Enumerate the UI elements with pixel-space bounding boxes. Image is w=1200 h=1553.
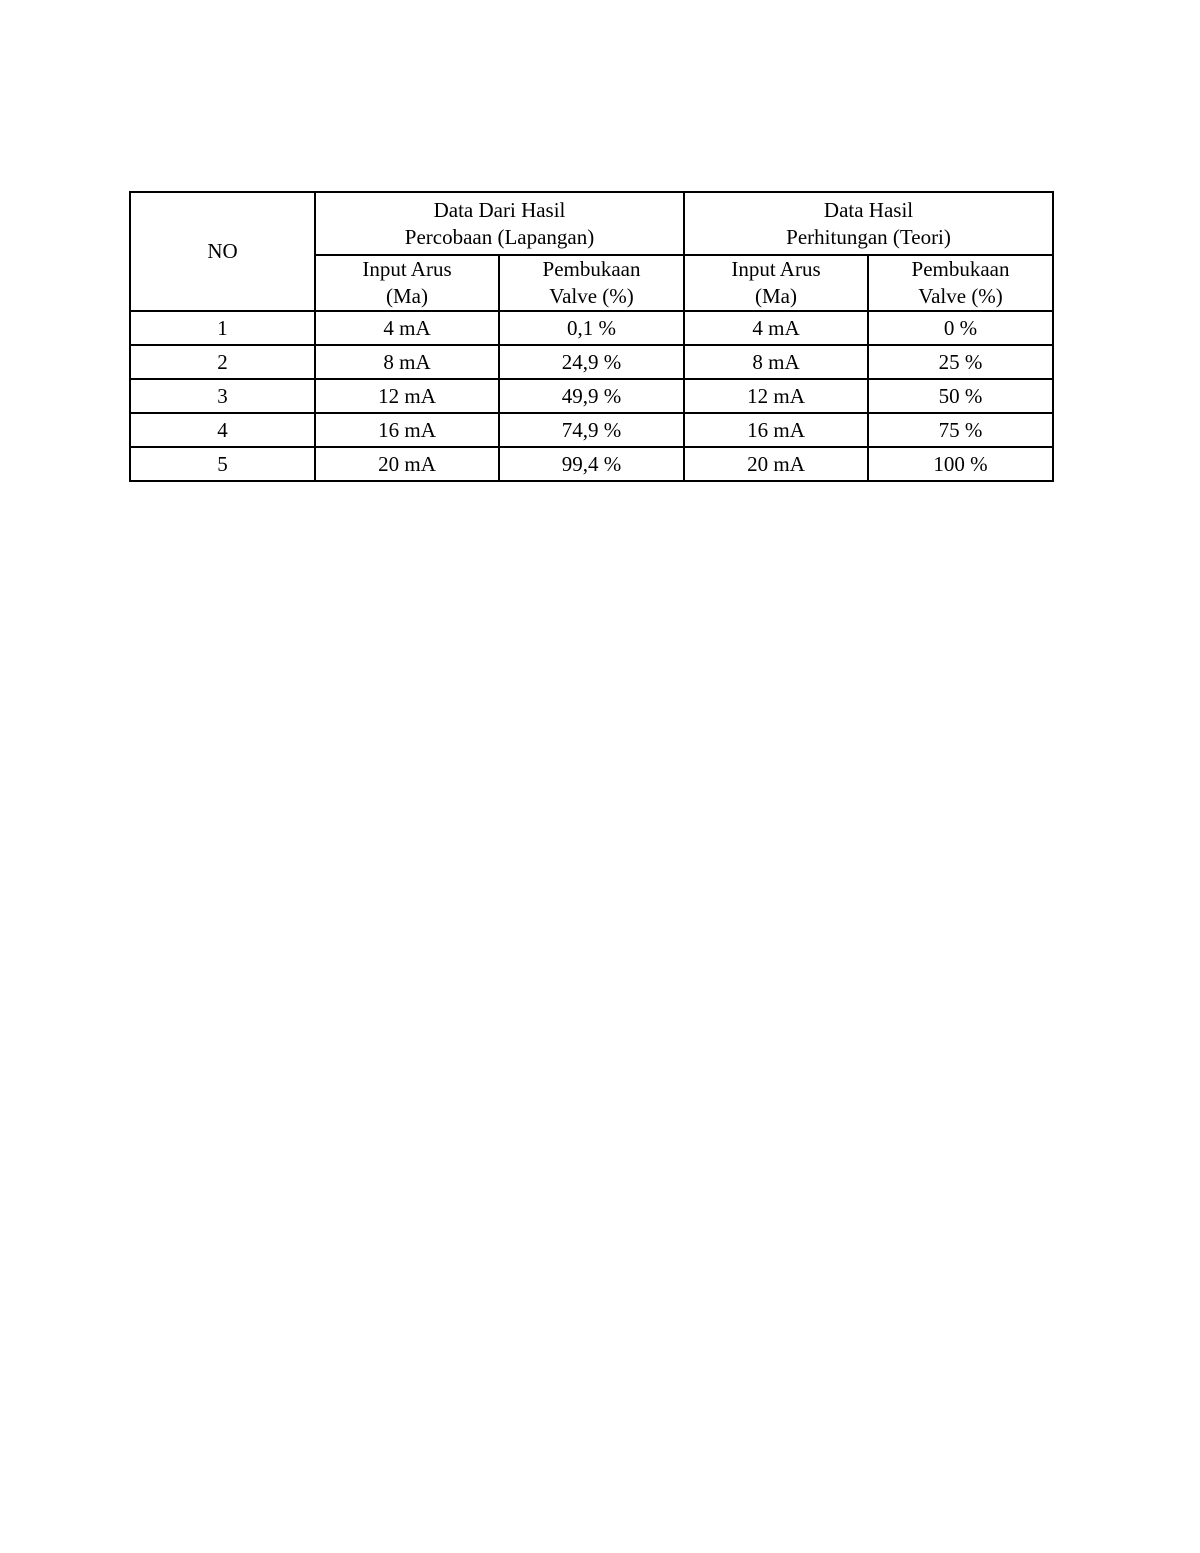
- cell-pembukaan-lapangan: 99,4 %: [499, 447, 684, 481]
- cell-input-arus-lapangan: 12 mA: [315, 379, 499, 413]
- cell-pembukaan-teori: 0 %: [868, 311, 1053, 345]
- subheader-line: Input Arus: [731, 257, 821, 281]
- cell-pembukaan-lapangan: 74,9 %: [499, 413, 684, 447]
- group-header-percobaan: [315, 192, 684, 255]
- group-header-line: Percobaan (Lapangan): [404, 224, 595, 249]
- table-group-header-row: [130, 192, 1053, 255]
- table-row: [130, 379, 1053, 413]
- table-row: [130, 345, 1053, 379]
- group-header-line: Data Hasil: [823, 197, 914, 222]
- cell-no: 1: [130, 311, 315, 345]
- table-row: [130, 311, 1053, 345]
- subheader-input-arus: [315, 255, 499, 311]
- cell-input-arus-lapangan: 4 mA: [315, 311, 499, 345]
- cell-no: 3: [130, 379, 315, 413]
- cell-input-arus-teori: 12 mA: [684, 379, 868, 413]
- subheader-input-arus: [684, 255, 868, 311]
- cell-pembukaan-teori: 100 %: [868, 447, 1053, 481]
- cell-input-arus-teori: 16 mA: [684, 413, 868, 447]
- subheader-line: Input Arus: [362, 257, 452, 281]
- cell-pembukaan-teori: 25 %: [868, 345, 1053, 379]
- subheader-line: Valve (%): [549, 284, 634, 308]
- no-header: NO: [130, 192, 315, 311]
- table-row: [130, 413, 1053, 447]
- cell-no: 4: [130, 413, 315, 447]
- cell-pembukaan-lapangan: 49,9 %: [499, 379, 684, 413]
- cell-pembukaan-lapangan: 24,9 %: [499, 345, 684, 379]
- cell-input-arus-lapangan: 8 mA: [315, 345, 499, 379]
- results-table: [129, 191, 1054, 482]
- cell-input-arus-teori: 8 mA: [684, 345, 868, 379]
- group-header-line: Perhitungan (Teori): [786, 224, 951, 249]
- cell-pembukaan-lapangan: 0,1 %: [499, 311, 684, 345]
- cell-pembukaan-teori: 50 %: [868, 379, 1053, 413]
- subheader-line: Pembukaan: [542, 257, 641, 281]
- cell-input-arus-teori: 20 mA: [684, 447, 868, 481]
- subheader-line: Valve (%): [918, 284, 1003, 308]
- cell-input-arus-teori: 4 mA: [684, 311, 868, 345]
- subheader-pembukaan-valve: [499, 255, 684, 311]
- cell-input-arus-lapangan: 20 mA: [315, 447, 499, 481]
- cell-no: 5: [130, 447, 315, 481]
- subheader-pembukaan-valve: [868, 255, 1053, 311]
- cell-no: 2: [130, 345, 315, 379]
- subheader-line: (Ma): [755, 284, 797, 308]
- table-row: [130, 447, 1053, 481]
- group-header-line: Data Dari Hasil: [433, 197, 566, 222]
- cell-input-arus-lapangan: 16 mA: [315, 413, 499, 447]
- subheader-line: (Ma): [386, 284, 428, 308]
- subheader-line: Pembukaan: [911, 257, 1010, 281]
- cell-pembukaan-teori: 75 %: [868, 413, 1053, 447]
- group-header-perhitungan: [684, 192, 1053, 255]
